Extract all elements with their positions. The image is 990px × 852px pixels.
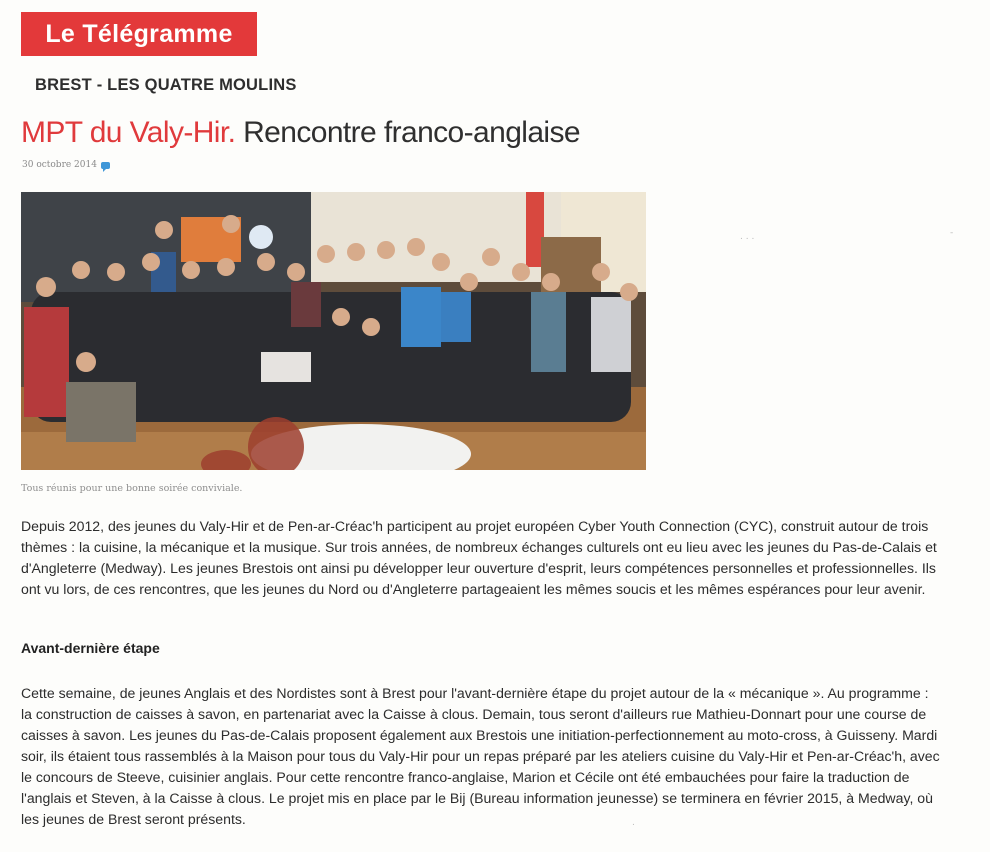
group-photo-illustration xyxy=(21,192,646,470)
paragraph-intro: Depuis 2012, des jeunes du Valy-Hir et de Pen-ar-Créac'h participent au projet européen Cyber Youth Connection (CYC), construit autour de trois thèmes : la cuisine, la mécanique et la musique. Sur trois années, de nombreux échanges culturels ont eu lieu avec les jeunes du Pas-de-Calais et d'Angleterre (Medway). Les jeunes Brestois ont ainsi pu développer leur ouverture d'esprit, leurs compétences personnelles et professionnelles. Ils ont vu lors, de ces rencontres, que les jeunes du Nord ou d'Angleterre partageaient les mêmes soucis et les mêmes espérances pour leur avenir. xyxy=(21,518,937,597)
scan-speck: . . . xyxy=(740,232,755,242)
newspaper-logo: Le Télégramme xyxy=(21,12,257,56)
headline-title: Rencontre franco-anglaise xyxy=(243,116,580,149)
photo-caption: Tous réunis pour une bonne soirée conviviale. xyxy=(21,483,243,494)
article-date xyxy=(22,160,110,170)
article-photo xyxy=(21,192,646,470)
section-label: BREST - LES QUATRE MOULINS xyxy=(35,76,297,94)
article-subheading: Avant-dernière étape xyxy=(21,640,160,656)
date-text: 30 octobre 2014 xyxy=(22,160,97,170)
scan-speck: . xyxy=(632,818,635,828)
article-headline xyxy=(21,116,580,150)
scan-speck: - xyxy=(950,228,954,238)
comment-icon[interactable] xyxy=(101,162,110,169)
paragraph-program: Cette semaine, de jeunes Anglais et des Nordistes sont à Brest pour l'avant-dernière étape du projet autour de la « mécanique ». Au programme : la construction de caisses à savon, en partenariat avec la Caisse à clous. Demain, tous seront d'ailleurs rue Mathieu-Donnart pour une course de caisses à savon. Les jeunes du Pas-de-Calais proposent également aux Brestois une initiation-perfectionnement au moto-cross, à Guisseny. Mardi soir, ils étaient tous rassemblés à la Maison pour tous du Valy-Hir pour un repas préparé par les ateliers cuisine du Valy-Hir et Pen-ar-Créac'h, avec le concours de Steeve, cuisinier anglais. Pour cette rencontre franco-anglaise, Marion et Cécile ont été embauchées pour faire la traduction de l'anglais et Steven, à la Caisse à clous. Le projet mis en place par le Bij (Bureau information jeunesse) se terminera en février 2015, à Medway, où les jeunes de Brest seront présents. xyxy=(21,685,940,827)
headline-lead: MPT du Valy-Hir. xyxy=(21,116,236,149)
